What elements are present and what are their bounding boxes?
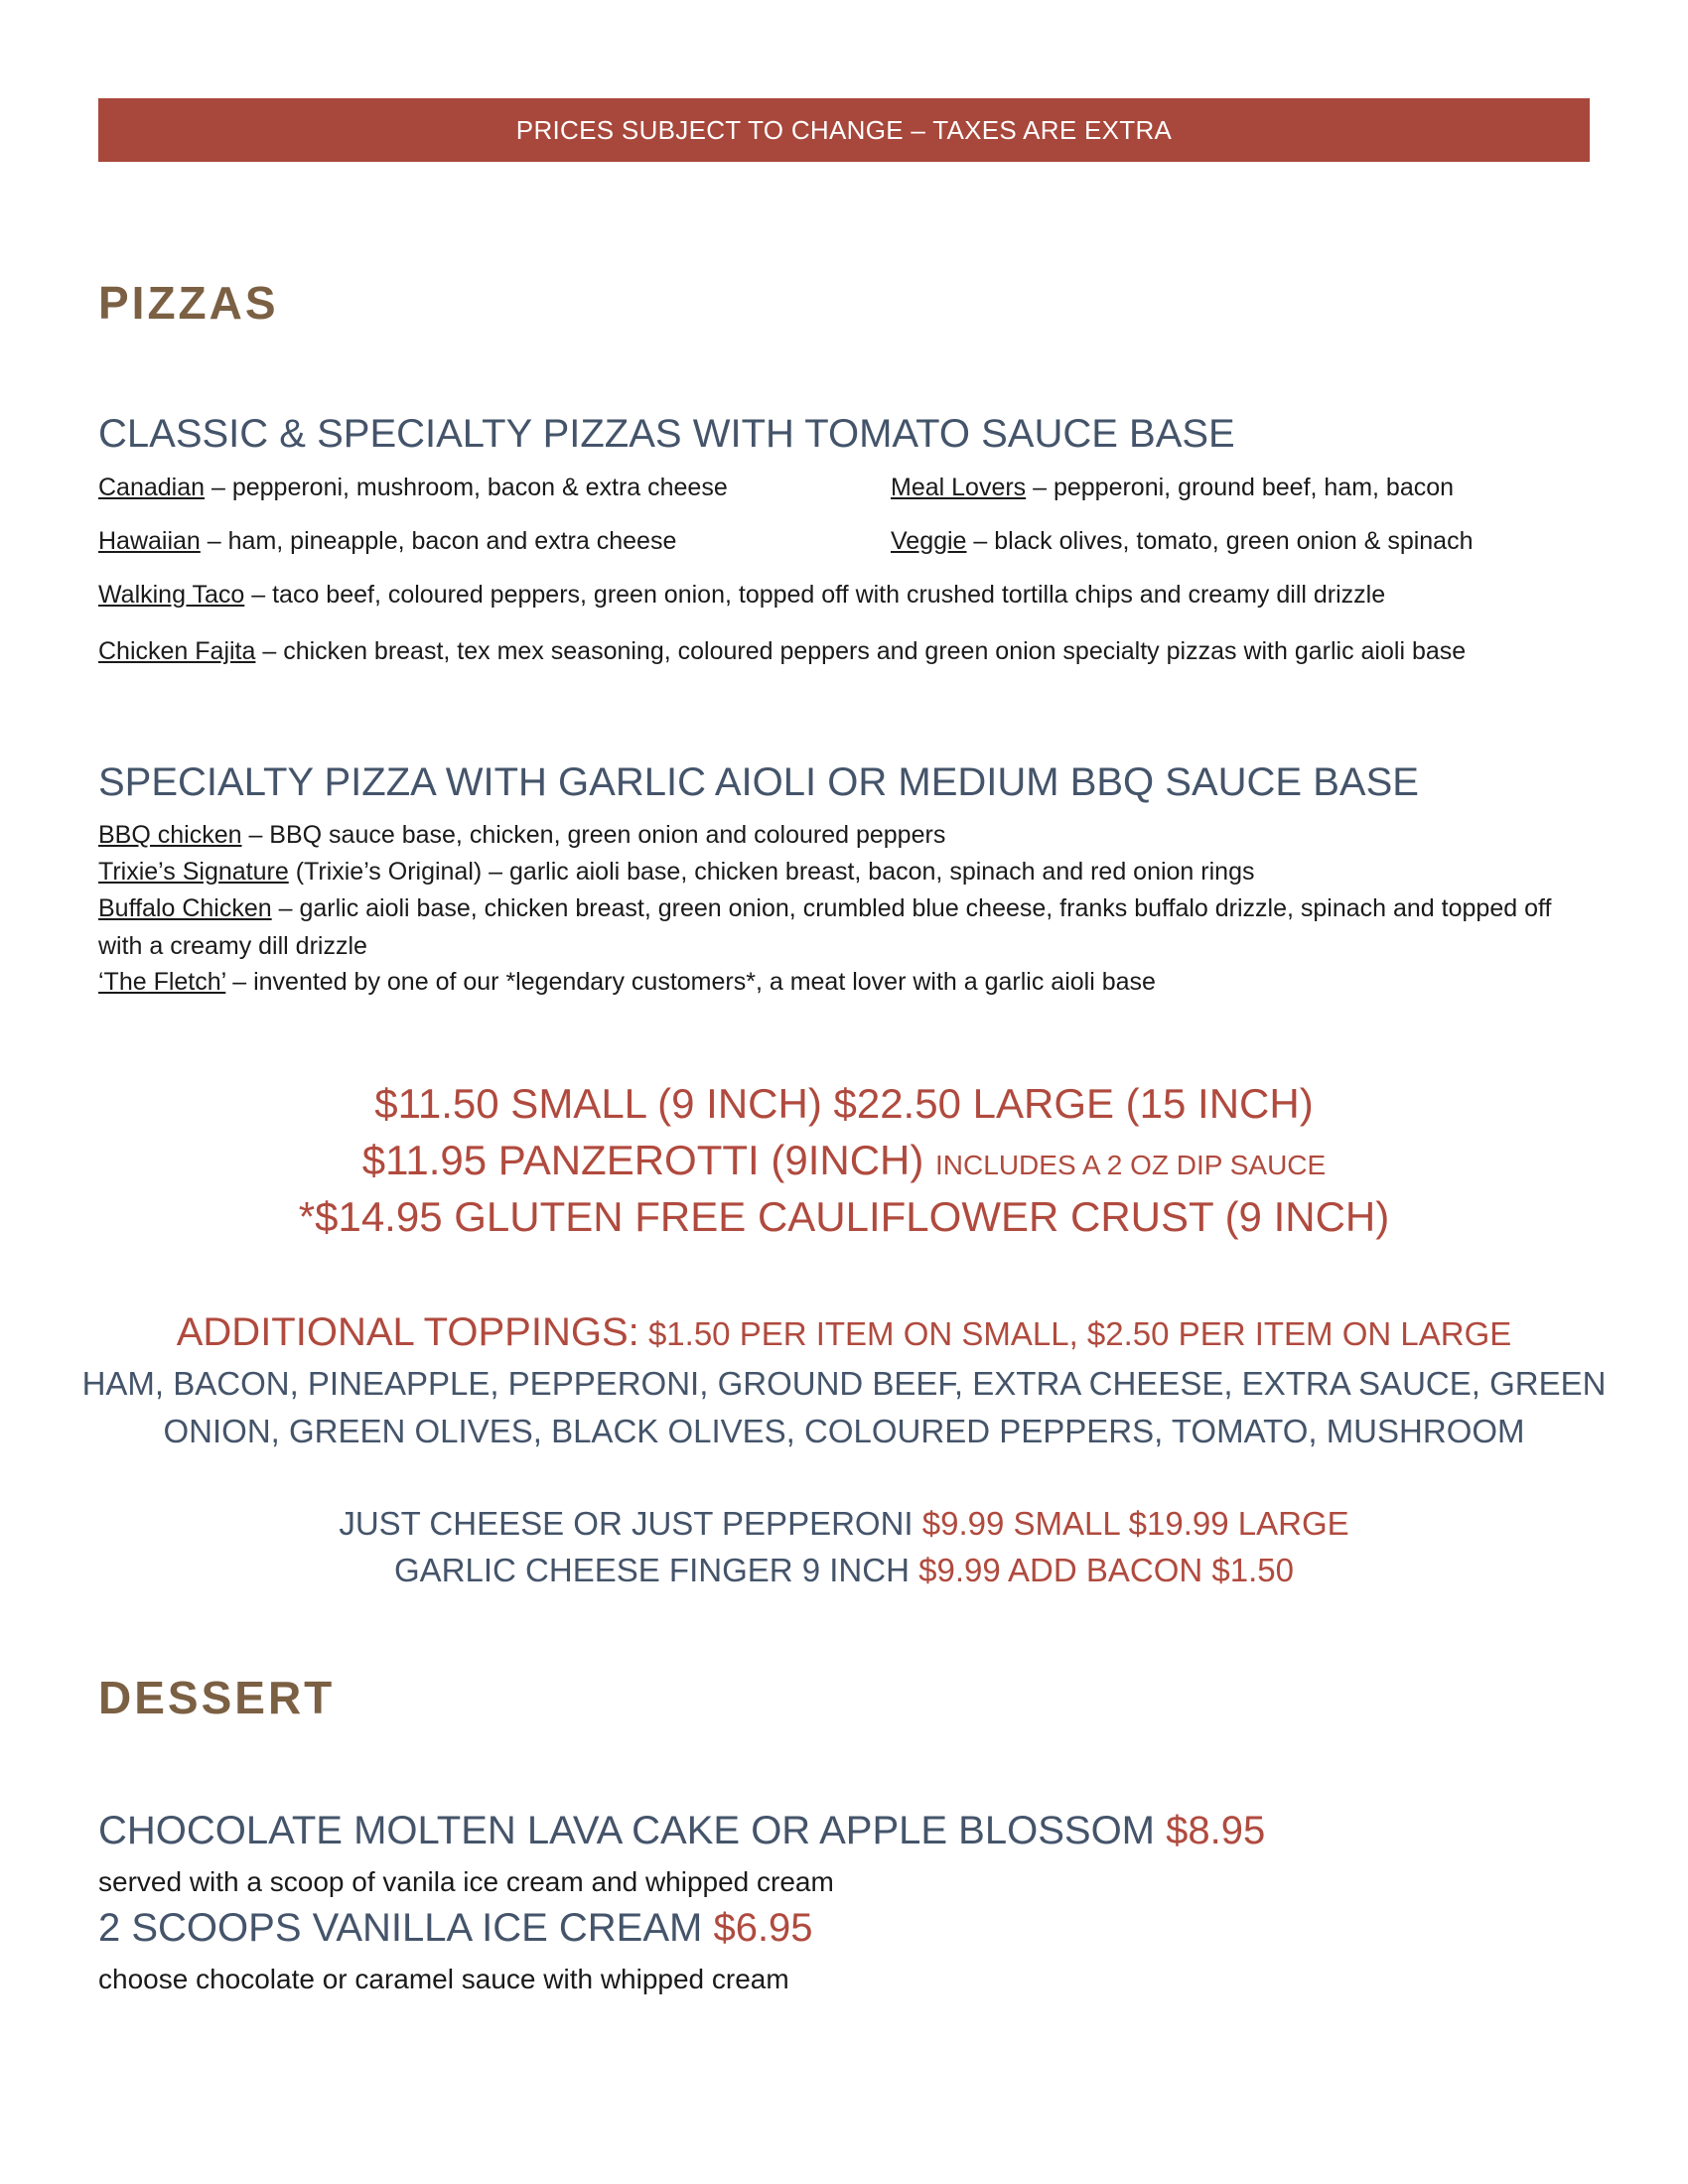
menu-item-canadian bbox=[98, 469, 728, 506]
toppings-list-line-2: ONION, GREEN OLIVES, BLACK OLIVES, COLOURED PEPPERS, TOMATO, MUSHROOM bbox=[163, 1413, 1525, 1449]
dessert-price: $8.95 bbox=[1166, 1809, 1266, 1852]
extra-price: $9.99 SMALL $19.99 LARGE bbox=[921, 1505, 1349, 1542]
item-name: Hawaiian bbox=[98, 527, 201, 555]
gluten-free-price: *$14.95 GLUTEN FREE CAULIFLOWER CRUST (9 INCH) bbox=[298, 1193, 1390, 1240]
item-name: BBQ chicken bbox=[98, 821, 242, 849]
dessert-title: DESSERT bbox=[98, 1672, 336, 1723]
menu-item-meal-lovers bbox=[891, 469, 1454, 506]
item-name: Meal Lovers bbox=[891, 474, 1027, 501]
toppings-price: $1.50 PER ITEM ON SMALL, $2.50 PER ITEM ON LARGE bbox=[638, 1315, 1512, 1352]
banner-text: PRICES SUBJECT TO CHANGE – TAXES ARE EXTRA bbox=[515, 114, 1173, 145]
item-desc: – pepperoni, mushroom, bacon & extra cheese bbox=[205, 474, 728, 501]
menu-item-veggie bbox=[891, 522, 1474, 560]
price-notice-banner bbox=[98, 98, 1590, 162]
menu-item-chicken-fajita bbox=[98, 632, 1588, 670]
item-name: Buffalo Chicken bbox=[98, 894, 272, 922]
dessert-desc-ice-cream: choose chocolate or caramel sauce with whipped cream bbox=[98, 1964, 789, 1994]
dessert-item-ice-cream bbox=[98, 1906, 813, 1951]
panzerotti-price-main: $11.95 PANZEROTTI (9INCH) bbox=[361, 1137, 924, 1183]
dessert-item-lava-cake bbox=[98, 1809, 1265, 1853]
menu-item-hawaiian bbox=[98, 522, 676, 560]
item-desc: (Trixie’s Original) – garlic aioli base, chicken breast, bacon, spinach and red onion rings bbox=[288, 858, 1255, 886]
classic-pizzas-heading: CLASSIC & SPECIALTY PIZZAS WITH TOMATO SAUCE BASE bbox=[98, 412, 1235, 456]
item-name: Trixie’s Signature bbox=[98, 858, 289, 886]
item-name: Chicken Fajita bbox=[98, 637, 256, 665]
pizza-size-prices: $11.50 SMALL (9 INCH) $22.50 LARGE (15 INCH) bbox=[374, 1080, 1314, 1127]
extra-price: $9.99 ADD BACON $1.50 bbox=[918, 1552, 1294, 1588]
item-desc: – taco beef, coloured peppers, green onion, topped off with crushed tortilla chips and creamy dill drizzle bbox=[244, 581, 1386, 609]
menu-item-the-fletch bbox=[98, 963, 1156, 1001]
menu-item-walking-taco bbox=[98, 576, 1385, 614]
item-desc: – garlic aioli base, chicken breast, green onion, crumbled blue cheese, franks buffalo drizzle, spinach and topped off with a creamy dill drizzle bbox=[98, 894, 1552, 960]
dessert-desc-lava-cake: served with a scoop of vanila ice cream and whipped cream bbox=[98, 1866, 834, 1897]
item-name: Veggie bbox=[891, 527, 967, 555]
panzerotti-price bbox=[0, 1137, 1688, 1184]
item-desc: – invented by one of our *legendary customers*, a meat lover with a garlic aioli base bbox=[225, 968, 1156, 996]
item-desc: – BBQ sauce base, chicken, green onion and coloured peppers bbox=[241, 821, 946, 849]
extra-label: JUST CHEESE OR JUST PEPPERONI bbox=[339, 1505, 922, 1542]
extra-just-cheese bbox=[0, 1505, 1688, 1543]
item-name: ‘The Fletch’ bbox=[98, 968, 226, 996]
toppings-label: ADDITIONAL TOPPINGS: bbox=[176, 1310, 639, 1354]
extra-label: GARLIC CHEESE FINGER 9 INCH bbox=[394, 1552, 919, 1588]
dessert-name: 2 SCOOPS VANILLA ICE CREAM bbox=[98, 1906, 714, 1950]
menu-item-trixies-signature bbox=[98, 853, 1254, 890]
toppings-list-line-1: HAM, BACON, PINEAPPLE, PEPPERONI, GROUND BEEF, EXTRA CHEESE, EXTRA SAUCE, GREEN bbox=[81, 1365, 1607, 1402]
item-desc: – black olives, tomato, green onion & spinach bbox=[966, 527, 1474, 555]
dessert-price: $6.95 bbox=[713, 1906, 813, 1950]
item-desc: – ham, pineapple, bacon and extra cheese bbox=[200, 527, 677, 555]
additional-toppings bbox=[0, 1310, 1688, 1355]
item-name: Canadian bbox=[98, 474, 206, 501]
item-desc: – pepperoni, ground beef, ham, bacon bbox=[1026, 474, 1455, 501]
menu-item-bbq-chicken bbox=[98, 816, 945, 854]
specialty-pizzas-heading: SPECIALTY PIZZA WITH GARLIC AIOLI OR MEDIUM BBQ SAUCE BASE bbox=[98, 760, 1419, 804]
pizzas-title: PIZZAS bbox=[98, 277, 279, 329]
panzerotti-note: INCLUDES A 2 OZ DIP SAUCE bbox=[935, 1150, 1327, 1180]
dessert-name: CHOCOLATE MOLTEN LAVA CAKE OR APPLE BLOSSOM bbox=[98, 1809, 1167, 1852]
menu-item-buffalo-chicken bbox=[98, 889, 1588, 965]
extra-garlic-cheese-finger bbox=[0, 1552, 1688, 1589]
item-name: Walking Taco bbox=[98, 581, 245, 609]
item-desc: – chicken breast, tex mex seasoning, coloured peppers and green onion specialty pizzas with garlic aioli base bbox=[255, 637, 1467, 665]
